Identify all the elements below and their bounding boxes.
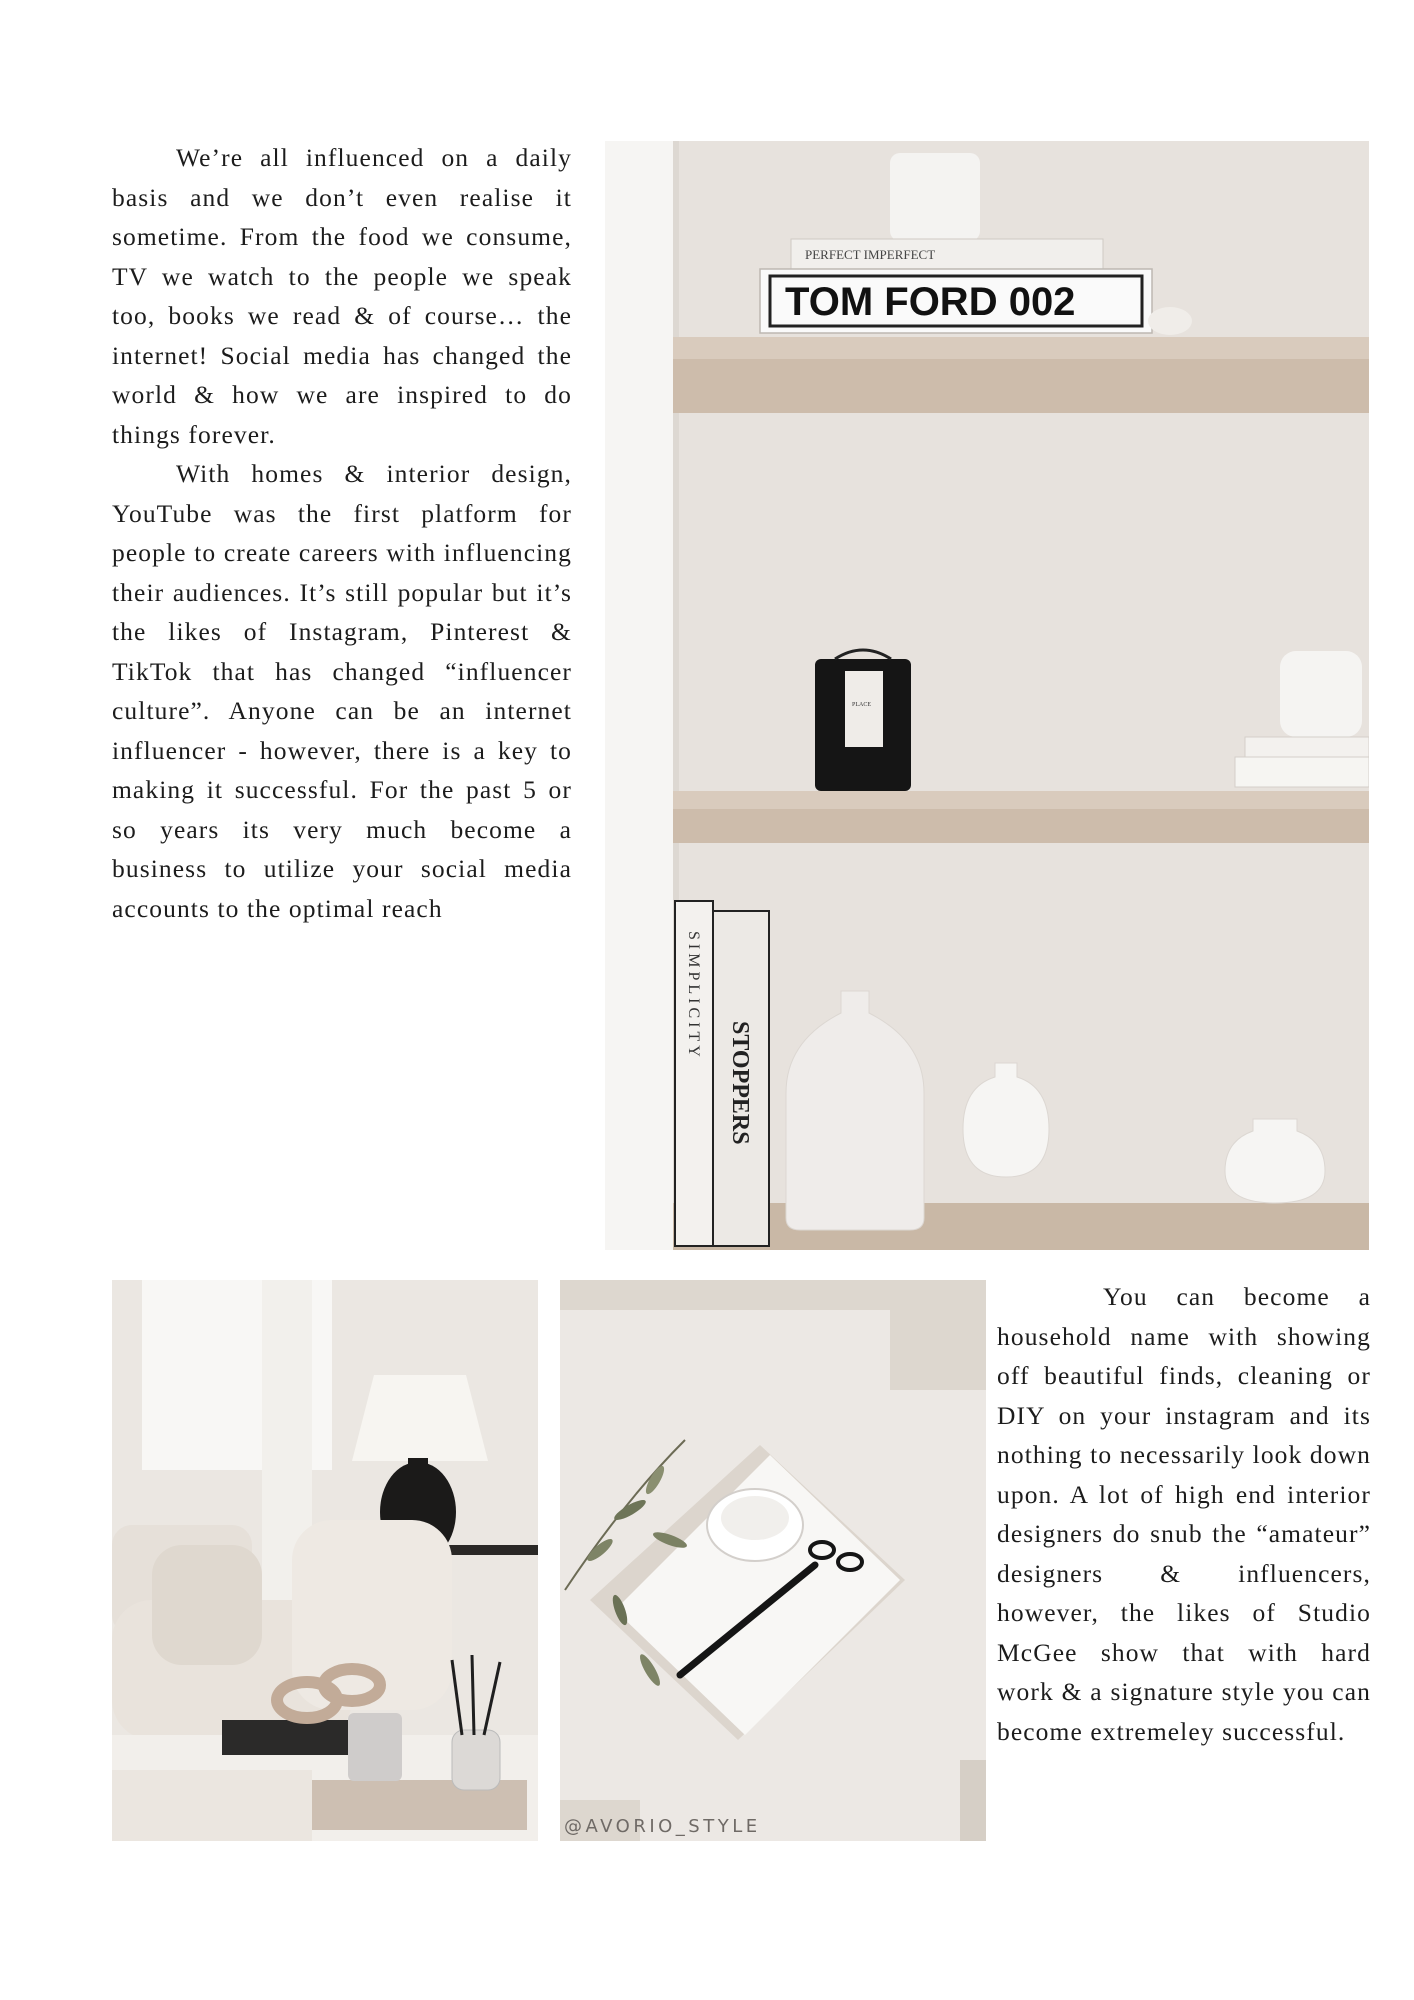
shelf-photo <box>605 141 1369 1250</box>
tray-photo <box>560 1280 986 1841</box>
photo-credit: @AVORIO_STYLE <box>564 1816 761 1837</box>
outro-text <box>997 1277 1371 1751</box>
living-room-photo <box>112 1280 538 1841</box>
book-main-title: TOM FORD 002 <box>785 280 1076 324</box>
outro-paragraph-1: You can become a household name with showing off beautiful finds, cleaning or DIY on your instagram and its nothing to necessarily look down upon. A lot of high end interior designers do snub the “amateur” designers & influencers, however, the likes of Studio McGee show that with hard work & a signature style you can become extremeley successful. <box>997 1282 1371 1746</box>
intro-text <box>112 138 572 928</box>
book-spine-1: SIMPLICITY <box>685 931 702 1061</box>
book-top-title: PERFECT IMPERFECT <box>805 247 936 262</box>
book-spine-2: STOPPERS <box>727 1021 753 1145</box>
intro-paragraph-1: We’re all influenced on a daily basis and we don’t even realise it sometime. From the food we consume, TV we watch to the people we speak too, books we read & of course… the internet! Social media has changed the world & how we are inspired to do things forever. <box>112 143 572 449</box>
intro-paragraph-2: With homes & interior design, YouTube was the first platform for people to create careers with influencing their audiences. It’s still popular but it’s the likes of Instagram, Pinterest & TikTok that has changed “influencer culture”. Anyone can be an internet influencer - however, there is a key to making it successful. For the past 5 or so years its very much become a business to utilize your social media accounts to the optimal reach <box>112 459 572 923</box>
candle-label: PLACE <box>852 702 872 708</box>
